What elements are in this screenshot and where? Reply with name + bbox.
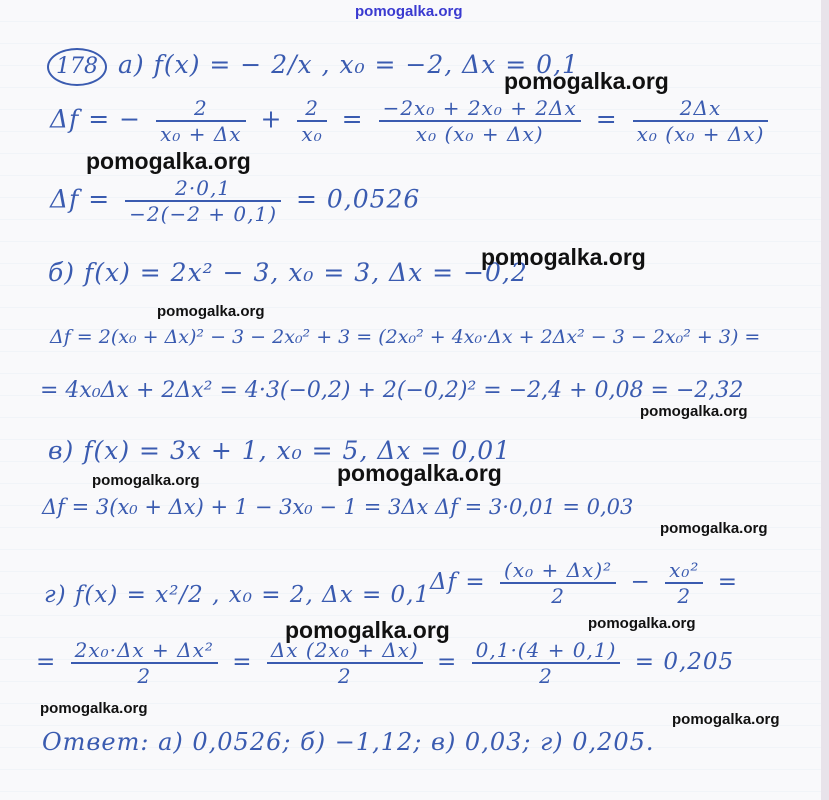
g-df-frac-2 <box>665 558 703 608</box>
a-val-frac <box>125 176 281 226</box>
line-v-df: Δf = 3(x₀ + Δx) + 1 − 3x₀ − 1 = 3Δx Δf = 3·0,01 = 0,03 <box>42 495 634 519</box>
line-v-header: в) f(x) = 3x + 1, x₀ = 5, Δx = 0,01 <box>48 436 512 465</box>
g-df-frac-1-den: 2 <box>551 584 565 608</box>
g-res-eq-1: = <box>232 649 253 675</box>
a-df-frac-2-den: x₀ <box>301 122 323 146</box>
g-res-eq-0: = <box>36 649 57 675</box>
a-df-frac-4-den: x₀ (x₀ + Δx) <box>636 122 765 146</box>
watermark: pomogalka.org <box>672 711 780 728</box>
g-df-eq: = <box>717 569 738 595</box>
problem-number: 178 <box>47 48 107 86</box>
line-b-df: Δf = 2(x₀ + Δx)² − 3 − 2x₀² + 3 = (2x₀² + 4x₀·Δx + 2Δx² − 3 − 2x₀² + 3) = <box>50 326 761 348</box>
g-df-left: Δf = <box>430 569 486 595</box>
line-a-header: а) f(x) = − 2/x , x₀ = −2, Δx = 0,1 <box>118 50 579 79</box>
g-df-frac-2-num: x₀² <box>665 558 703 584</box>
g-res-right: = 0,205 <box>634 649 735 675</box>
page-edge <box>821 0 829 800</box>
watermark: pomogalka.org <box>86 148 251 174</box>
a-val-right: = 0,0526 <box>295 184 421 214</box>
watermark: pomogalka.org <box>285 617 450 643</box>
line-g-header: г) f(x) = x²/2 , x₀ = 2, Δx = 0,1 <box>44 582 431 608</box>
line-g-df <box>430 558 738 608</box>
a-val-num: 2·0,1 <box>125 176 281 202</box>
watermark: pomogalka.org <box>504 68 669 94</box>
line-g-result <box>36 638 734 688</box>
a-val-den: −2(−2 + 0,1) <box>129 202 278 226</box>
line-answer: Ответ: а) 0,0526; б) −1,12; в) 0,03; г) 0,205. <box>42 728 655 756</box>
g-df-minus: − <box>630 569 651 595</box>
g-res-frac-1-num: 2x₀·Δx + Δx² <box>71 638 218 664</box>
watermark: pomogalka.org <box>157 303 265 320</box>
line-b-result: = 4x₀Δx + 2Δx² = 4·3(−0,2) + 2(−0,2)² = −2,4 + 0,08 = −2,32 <box>40 378 744 403</box>
g-df-frac-1-num: (x₀ + Δx)² <box>500 558 616 584</box>
g-res-frac-2-den: 2 <box>337 664 352 688</box>
watermark: pomogalka.org <box>40 700 148 717</box>
a-df-plus: + <box>260 104 283 134</box>
line-a-value <box>50 176 420 226</box>
g-df-frac-2-den: 2 <box>677 584 692 608</box>
watermark: pomogalka.org <box>660 520 768 537</box>
a-df-frac-3-num: −2x₀ + 2x₀ + 2Δx <box>379 96 581 122</box>
site-header[interactable]: pomogalka.org <box>355 3 463 20</box>
g-res-frac-3-den: 2 <box>539 664 553 688</box>
a-df-frac-3 <box>379 96 581 146</box>
g-res-frac-2 <box>267 638 423 688</box>
g-df-frac-1 <box>500 558 616 608</box>
a-df-eq-1: = <box>341 104 364 134</box>
a-df-frac-2-num: 2 <box>297 96 326 122</box>
a-df-eq-2: = <box>595 104 618 134</box>
line-b-header: б) f(x) = 2x² − 3, x₀ = 3, Δx = −0,2 <box>48 258 528 287</box>
a-df-frac-1 <box>156 96 246 146</box>
g-res-frac-1 <box>71 638 218 688</box>
watermark: pomogalka.org <box>481 244 646 270</box>
a-df-frac-3-den: x₀ (x₀ + Δx) <box>415 122 544 146</box>
line-a-df <box>50 96 774 146</box>
a-df-frac-1-num: 2 <box>156 96 246 122</box>
watermark: pomogalka.org <box>640 403 748 420</box>
a-df-left: Δf = − <box>50 104 142 134</box>
g-res-frac-3-num: 0,1·(4 + 0,1) <box>472 638 621 664</box>
a-df-frac-4 <box>633 96 769 146</box>
g-res-frac-3 <box>472 638 621 688</box>
a-val-left: Δf = <box>50 184 111 214</box>
a-df-frac-2 <box>297 96 326 146</box>
a-df-frac-1-den: x₀ + Δx <box>160 122 242 146</box>
watermark: pomogalka.org <box>92 472 200 489</box>
watermark: pomogalka.org <box>337 460 502 486</box>
g-res-eq-2: = <box>437 649 458 675</box>
g-res-frac-1-den: 2 <box>137 664 152 688</box>
g-res-frac-2-num: Δx (2x₀ + Δx) <box>267 638 423 664</box>
watermark: pomogalka.org <box>588 615 696 632</box>
a-df-frac-4-num: 2Δx <box>633 96 769 122</box>
